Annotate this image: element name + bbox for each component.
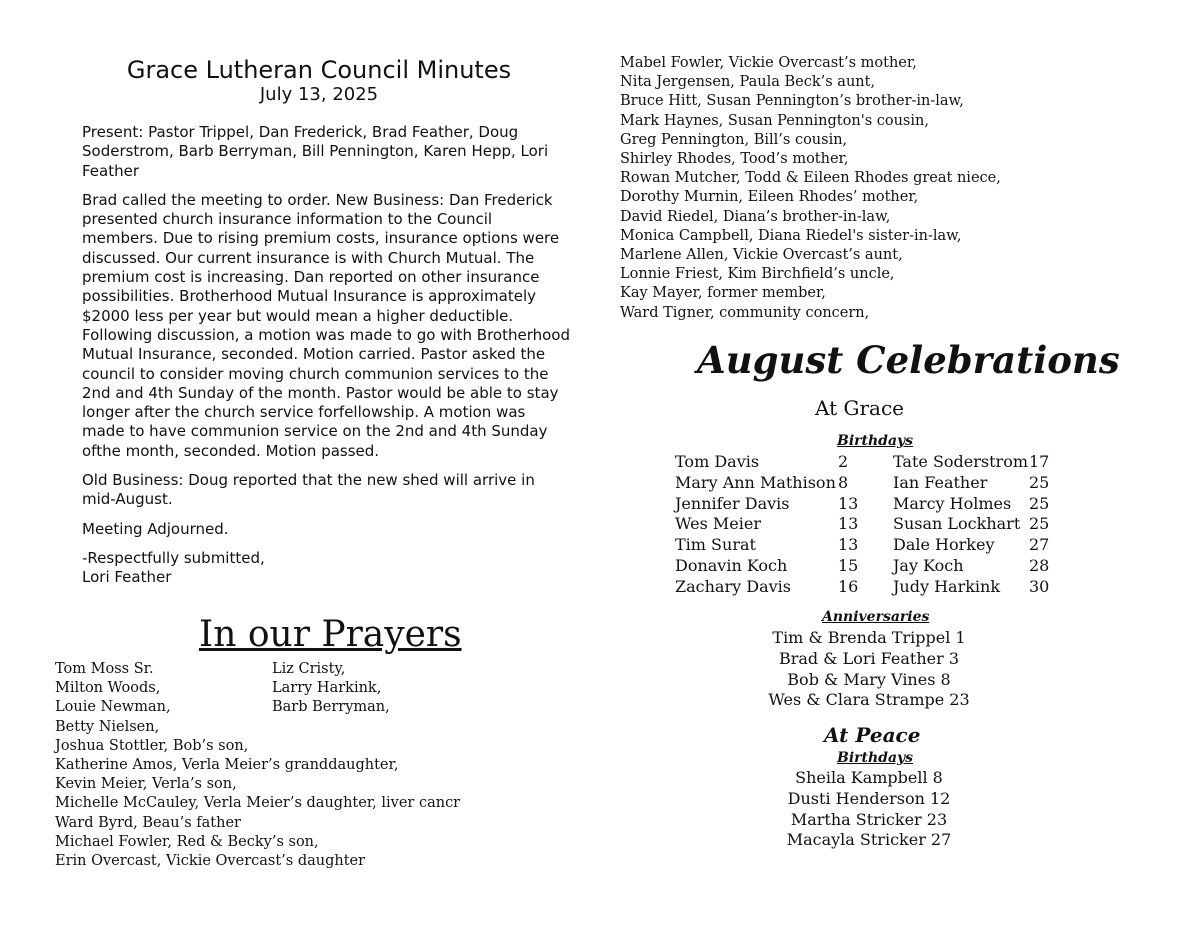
list-item: Ward Tigner, community concern, [620,304,870,321]
birthday-name: Marcy Holmes [893,493,1012,513]
birthday-day: 25 [1029,493,1050,513]
birthdays-label: Birthdays [837,433,914,449]
list-item: Bruce Hitt, Susan Pennington’s brother-in-law, [620,93,964,110]
list-item: Betty Nielsen, [55,718,160,735]
list-item: Nita Jergensen, Paula Beck’s aunt, [620,74,876,91]
birthday-name: Judy Harkink [893,576,1001,596]
present-list: Present: Pastor Trippel, Dan Frederick, Brad Feather, Doug Soderstrom, Barb Berryman, Bill Pennington, Karen Hepp, Lori Feather [82,123,549,180]
prayer-list-3 [620,54,1001,323]
list-item: Mabel Fowler, Vickie Overcast’s mother, [620,55,917,71]
list-item: Kay Mayer, former member, [620,285,826,302]
submitted-block [82,549,572,588]
at-peace-heading: At Peace [824,723,921,747]
birthday-name: Mary Ann Mathison [675,472,836,492]
birthday-day: 13 [838,493,859,513]
business-text: Brad called the meeting to order. New Business: Dan Frederick presented church insurance information to the Council members. Due to rising premium costs, insurance options were discussed. Our current insurance is with Church Mutual. The premium cost is increasing. Dan reported on other insurance possibilities. Brotherhood Mutual Insurance is approximately $2000 less per year but would mean a higher deductible. Following discussion, a motion was made to go with Brotherhood Mutual Insurance, seconded. Motion carried. Pastor asked the council to consider moving church communion services to the 2nd and 4th Sunday of the month. Pastor would be able to stay longer after the church service forfellowship. A motion was made to have communion service on the 2nd and 4th Sunday ofthe month, seconded. Motion passed. [82,190,570,460]
prayers-heading: In our Prayers [199,614,462,655]
list-item: Tim & Brenda Trippel 1 [772,628,966,647]
birthday-name: Jay Koch [893,555,964,575]
birthday-name: Tim Surat [675,535,756,555]
list-item: Sheila Kampbell 8 [795,768,943,787]
list-item: Michelle McCauley, Verla Meier’s daughter, liver cancr [55,795,461,812]
list-item: Dusti Henderson 12 [787,788,951,808]
submitted-text: -Respectfully submitted, [82,548,265,567]
adjourned-text: Meeting Adjourned. [82,519,229,538]
anniversaries-label: Anniversaries [822,609,930,625]
list-item: Louie Newman, [55,699,171,716]
list-item: Ward Byrd, Beau’s father [55,814,241,831]
list-item: Milton Woods, [55,680,161,697]
list-item: Rowan Mutcher, Todd & Eileen Rhodes great niece, [620,170,1001,187]
list-item: Michael Fowler, Red & Becky’s son, [55,833,319,850]
birthday-day: 28 [1029,555,1050,575]
submitter-name: Lori Feather [82,568,172,587]
birthday-name: Tom Davis [675,452,760,471]
birthday-day: 16 [838,576,859,596]
birthday-day: 17 [1029,452,1050,471]
birthday-name: Donavin Koch [675,555,788,575]
birthday-name: Wes Meier [675,514,761,534]
birthday-name: Susan Lockhart [893,514,1021,534]
list-item: Bob & Mary Vines 8 [787,669,951,689]
council-minutes [82,56,572,588]
list-item: Katherine Amos, Verla Meier’s granddaughter, [55,757,399,774]
list-item: Kevin Meier, Verla’s son, [55,776,237,793]
birthday-day: 13 [838,535,859,555]
list-item: Joshua Stottler, Bob’s son, [55,737,249,754]
list-item: Wes & Clara Strampe 23 [768,690,970,710]
list-item: Barb Berryman, [272,699,390,716]
list-item: Larry Harkink, [272,680,382,697]
birthday-day: 30 [1029,576,1050,596]
list-item: Shirley Rhodes, Tood’s mother, [620,151,849,168]
birthday-day: 2 [838,452,849,471]
prayer-list-2 [272,660,390,718]
list-item: Dorothy Murnin, Eileen Rhodes’ mother, [620,189,919,206]
list-item: Greg Pennington, Bill’s cousin, [620,131,848,148]
list-item: Erin Overcast, Vickie Overcast’s daughter [55,853,366,870]
list-item: Lonnie Friest, Kim Birchfield’s uncle, [620,266,895,283]
prayer-list-1 [55,660,460,871]
birthday-name: Jennifer Davis [675,493,790,513]
list-item: Martha Stricker 23 [790,809,948,829]
list-item: Macayla Stricker 27 [786,830,952,850]
minutes-date: July 13, 2025 [259,84,379,105]
list-item: Monica Campbell, Diana Riedel's sister-in-law, [620,227,962,244]
at-grace-heading: At Grace [815,396,904,420]
birthday-day: 13 [838,514,859,534]
birthday-day: 15 [838,555,859,575]
birthday-name: Tate Soderstrom [893,452,1028,471]
birthday-day: 8 [838,472,849,492]
peace-birthdays-label: Birthdays [837,750,914,766]
list-item: Marlene Allen, Vickie Overcast’s aunt, [620,247,903,264]
list-item: Liz Cristy, [272,661,346,677]
list-item: Tom Moss Sr. [55,661,154,677]
birthday-day: 25 [1029,472,1050,492]
birthday-day: 25 [1029,514,1050,534]
peace-birthday-list [720,768,1018,851]
birthday-name: Zachary Davis [675,576,791,596]
old-business-text: Old Business: Doug reported that the new shed will arrive in mid-August. [82,471,535,509]
list-item: Brad & Lori Feather 3 [778,648,960,668]
list-item: David Riedel, Diana’s brother-in-law, [620,208,891,225]
anniversary-list [720,628,1018,711]
list-item: Mark Haynes, Susan Pennington's cousin, [620,112,929,129]
birthday-name: Ian Feather [893,472,988,492]
minutes-title: Grace Lutheran Council Minutes [126,56,512,84]
birthday-day: 27 [1029,535,1050,555]
birthday-name: Dale Horkey [893,535,995,555]
celebrations-title: August Celebrations [697,338,1120,382]
